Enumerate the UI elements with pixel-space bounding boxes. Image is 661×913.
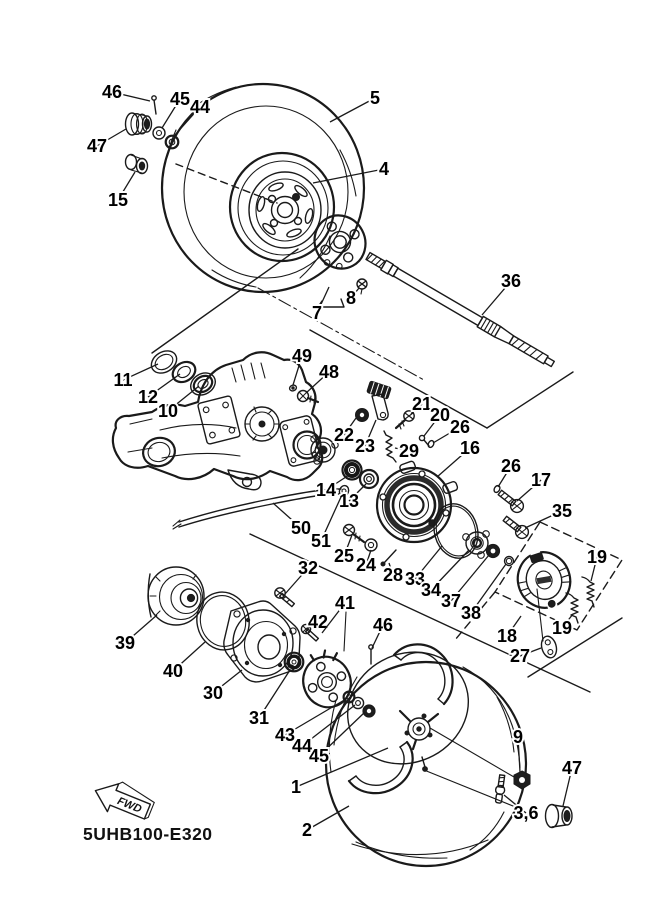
callout-24: 24 [355, 555, 377, 575]
callout-14: 14 [315, 480, 337, 500]
callout-31: 31 [248, 708, 270, 728]
callout-21: 21 [411, 394, 433, 414]
callout-36: 36 [500, 271, 522, 291]
fwd-arrow [90, 774, 157, 827]
callout-42: 42 [307, 612, 329, 632]
callout-38: 38 [460, 603, 482, 623]
callout-32: 32 [297, 558, 319, 578]
callout-19: 19 [551, 618, 573, 638]
callout-16: 16 [459, 438, 481, 458]
washer-45-top [153, 127, 165, 139]
axle-shaft-36 [365, 251, 556, 369]
pin-28 [381, 550, 396, 566]
callout-23: 23 [354, 436, 376, 456]
callout-25: 25 [333, 546, 355, 566]
mount-plate [197, 396, 240, 445]
rim-slots [256, 181, 314, 238]
callout-13: 13 [338, 491, 360, 511]
callout-1: 1 [290, 777, 302, 797]
callout-19: 19 [586, 547, 608, 567]
swingarm-gearcase [113, 352, 338, 489]
bolt-8 [357, 279, 367, 294]
callout-18: 18 [496, 626, 518, 646]
bearing-13 [360, 470, 378, 488]
callout-26: 26 [500, 456, 522, 476]
callout-11: 11 [113, 370, 133, 390]
valve-stem-3-6 [494, 775, 507, 804]
bolt-32 [275, 588, 295, 607]
callout-45: 45 [308, 746, 330, 766]
brake-shoes-18 [510, 543, 578, 616]
callout-28: 28 [382, 565, 404, 585]
callout-44: 44 [291, 736, 313, 756]
callout-41: 41 [334, 593, 356, 613]
lever-serration-23 [367, 381, 392, 399]
hub-cap-47-bottom [546, 805, 573, 828]
callout-9: 9 [512, 727, 524, 747]
callout-15: 15 [107, 190, 129, 210]
callout-40: 40 [162, 661, 184, 681]
callout-47: 47 [561, 758, 583, 778]
callout-8: 8 [345, 288, 357, 308]
callout-7: 7 [311, 303, 323, 323]
callout-43: 43 [274, 725, 296, 745]
callout-12: 12 [137, 387, 159, 407]
callout-22: 22 [333, 425, 355, 445]
hub-cap-47-top [126, 113, 152, 135]
leader-line-2 [307, 806, 349, 830]
top-rim [230, 153, 334, 261]
bottom-tire [326, 662, 526, 866]
bolt-35 [503, 516, 528, 538]
callout-44: 44 [189, 97, 211, 117]
wheel-hub-7 [305, 206, 374, 277]
callout-34: 34 [420, 580, 442, 600]
o-ring-26-upper [427, 440, 435, 449]
seal-31 [285, 653, 304, 672]
fwd-label: FWD [115, 795, 144, 816]
callout-47: 47 [86, 136, 108, 156]
washer-44-bottom [352, 697, 363, 708]
callout-45: 45 [169, 89, 191, 109]
callout-46: 46 [101, 82, 123, 102]
callout-26: 26 [449, 417, 471, 437]
bolt-17 [498, 490, 523, 512]
callout-27: 27 [509, 646, 531, 666]
cotter-pin-46-top [152, 96, 156, 114]
callout-20: 20 [429, 405, 451, 425]
callout-33: 33 [404, 569, 426, 589]
callout-17: 17 [530, 470, 552, 490]
nut-45-bottom [363, 705, 375, 717]
seal-11 [147, 346, 180, 377]
callout-10: 10 [157, 401, 179, 421]
callout-50: 50 [290, 518, 312, 538]
callout-46: 46 [372, 615, 394, 635]
leader-line-5 [330, 98, 375, 122]
callout-2: 2 [301, 820, 313, 840]
callout-37: 37 [440, 591, 462, 611]
spring-29 [384, 431, 396, 462]
callout-3,6: 3,6 [513, 803, 539, 823]
callout-4: 4 [378, 159, 390, 179]
washer-24 [365, 539, 377, 551]
callout-5: 5 [369, 88, 381, 108]
washer-49 [289, 384, 297, 392]
pivot-tube [140, 434, 178, 469]
axle-nut-9 [514, 771, 530, 789]
callout-30: 30 [202, 683, 224, 703]
callout-39: 39 [114, 633, 136, 653]
brake-backing-plate-16 [377, 461, 458, 542]
diagram-code: 5UHB100-E320 [83, 824, 213, 844]
spring-19-right [582, 577, 594, 607]
callout-35: 35 [551, 501, 573, 521]
bottom-wheel [326, 631, 526, 866]
callout-49: 49 [291, 346, 313, 366]
callout-29: 29 [398, 441, 420, 461]
callout-48: 48 [318, 362, 340, 382]
bolt-25 [344, 525, 365, 543]
callout-51: 51 [310, 531, 332, 551]
rim-half-lower [349, 742, 413, 793]
bushing-15 [126, 155, 148, 174]
